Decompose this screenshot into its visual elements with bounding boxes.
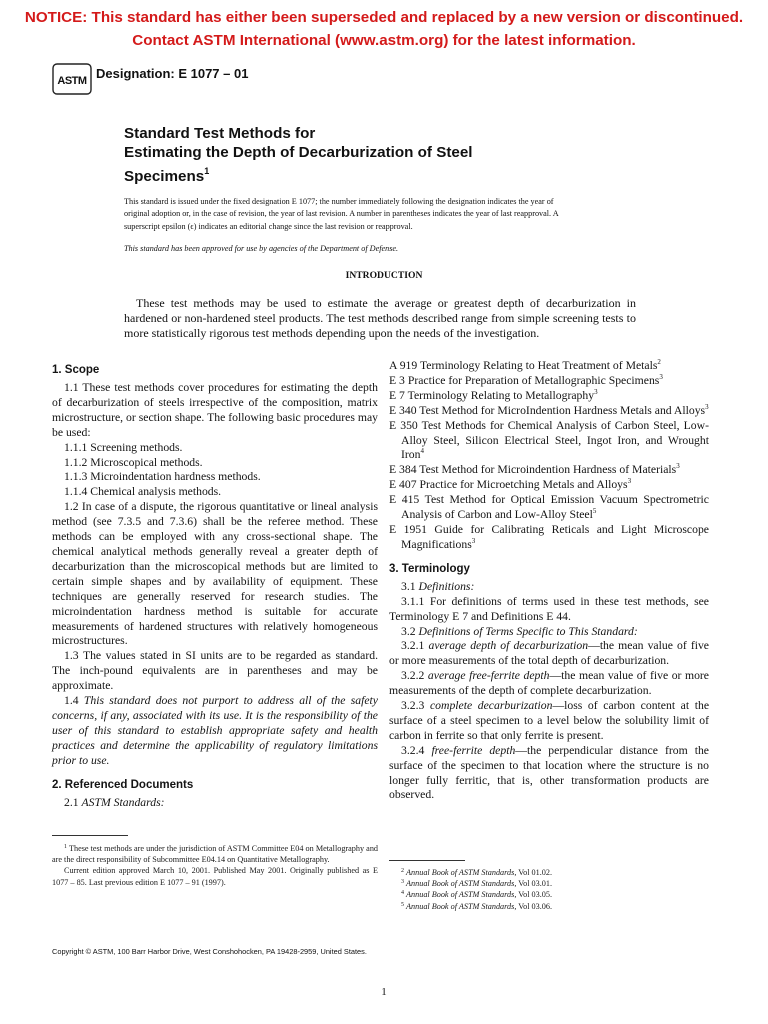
reference-footnote-mark: 5	[592, 507, 597, 516]
scope-heading: 1. Scope	[52, 364, 100, 376]
designation: Designation: E 1077 – 01	[96, 66, 249, 81]
title-footnote-mark: 1	[204, 166, 210, 176]
definition-term: average depth of decarburization	[428, 639, 589, 653]
terminology-3-1-1: 3.1.1 For definitions of terms used in these test methods, see Terminology E 7 and Definitions E 44.	[389, 594, 709, 623]
footnote-item	[401, 889, 701, 900]
issued-note-line-3: superscript epsilon (ϵ) indicates an editorial change since the last revision or reapproval.	[124, 221, 413, 231]
definition	[389, 639, 709, 669]
issued-note-line-2: original adoption or, in the case of revision, the year of last revision. A number in parentheses indicates the year of last reapproval. A	[124, 209, 559, 219]
reference-item	[389, 463, 709, 478]
terminology-3-1-number: 3.1	[401, 579, 416, 593]
reference-text: E 415 Test Method for Optical Emission Vacuum Spectrometric Analysis of Carbon and Low-Alloy Steel	[389, 493, 709, 522]
footnotes-right	[401, 867, 701, 912]
definition-text: —loss of carbon content at the surface of a steel specimen to a level below the solubility limit of carbon in ferrite so that only ferrite is present.	[389, 699, 710, 742]
document-title	[124, 124, 473, 186]
issued-note-line-1: This standard is issued under the fixed designation E 1077; the number immediately following the designation indicates the year of	[124, 197, 554, 206]
notice-line-2: Contact ASTM International (www.astm.org) for the latest information.	[132, 32, 636, 49]
left-column	[52, 359, 378, 810]
definition-number: 3.2.4	[401, 743, 425, 757]
reference-footnote-mark: 3	[705, 402, 709, 411]
terminology-3-2-text: Definitions of Terms Specific to This Standard:	[418, 624, 638, 638]
definition-text: —the perpendicular distance from the surface of the specimen to that location where the structure is no longer fully ferritic, that is, other transformation products are observed.	[389, 743, 709, 802]
referenced-heading: 2. Referenced Documents	[52, 778, 194, 791]
reference-footnote-mark: 3	[676, 462, 680, 471]
footnote-item	[401, 867, 701, 878]
copyright: Copyright © ASTM, 100 Barr Harbor Drive, West Conshohocken, PA 19428-2959, United States.	[52, 947, 367, 956]
definition	[389, 699, 709, 744]
footnote-mark: 5	[401, 901, 404, 908]
approved-note: This standard has been approved for use by agencies of the Department of Defense.	[124, 244, 399, 253]
footnote-volume: , Vol 03.01.	[514, 879, 552, 889]
footnote-mark: 2	[401, 868, 404, 874]
reference-footnote-mark: 3	[471, 536, 476, 545]
reference-footnote-mark: 4	[420, 447, 424, 456]
footnote-mark: 4	[401, 890, 404, 897]
definition-number: 3.2.3	[401, 699, 425, 713]
scope-1-3: 1.3 The values stated in SI units are to be regarded as standard. The inch-pound equivalents are in parentheses and may be approximate.	[52, 649, 378, 693]
scope-1-1: 1.1 These test methods cover procedures for estimating the depth of decarburization of steels irrespective of the composition, matrix microstructure, or section shape. The following basic procedures may be used:	[52, 381, 378, 439]
notice-line-1: NOTICE: This standard has either been superseded and replaced by a new version or discontinued.	[24, 9, 744, 26]
definition-term: average free-ferrite depth	[427, 669, 550, 683]
reference-text: E 3 Practice for Preparation of Metallographic Specimens	[389, 373, 660, 387]
definition-text: —the mean value of five or more measurements of the total depth of decarburization.	[389, 639, 709, 668]
definition-term: complete decarburization	[429, 699, 553, 713]
referenced-2-1-number: 2.1	[64, 795, 79, 809]
reference-footnote-mark: 3	[659, 372, 663, 381]
reference-text: E 407 Practice for Microetching Metals and Alloys	[389, 478, 628, 492]
reference-footnote-mark: 3	[594, 387, 598, 396]
footnote-item	[401, 878, 701, 889]
footnote-volume: , Vol 03.05.	[514, 890, 552, 900]
definition-term: free-ferrite depth	[431, 743, 516, 757]
footnote-1-edition: Current edition approved March 10, 2001. Published May 2001. Originally published as E 1077 – 85. Last previous edition E 1077 – 91 (1997).	[52, 866, 378, 887]
reference-text: A 919 Terminology Relating to Heat Treatment of Metals	[389, 359, 658, 372]
footnote-volume: , Vol 03.06.	[514, 901, 552, 911]
definition-number: 3.2.1	[401, 639, 425, 653]
reference-text: E 340 Test Method for MicroIndention Hardness Metals and Alloys	[389, 403, 706, 417]
reference-item	[389, 389, 709, 404]
footnote-separator-right	[389, 860, 465, 861]
terminology-3-2-number: 3.2	[401, 624, 416, 638]
reference-text: E 7 Terminology Relating to Metallography	[389, 388, 595, 402]
title-line-3-text: Specimens	[124, 168, 205, 185]
reference-footnote-mark: 2	[657, 358, 661, 366]
scope-1-4-number: 1.4	[64, 694, 79, 708]
footnote-mark: 3	[401, 879, 404, 886]
footnote-1-mark: 1	[64, 844, 67, 850]
footnote-source: Annual Book of ASTM Standards	[406, 901, 515, 911]
astm-logo	[52, 62, 92, 96]
title-line-3	[124, 162, 473, 186]
footnote-item	[401, 901, 701, 912]
scope-1-4	[52, 694, 378, 769]
footnote-source: Annual Book of ASTM Standards	[406, 890, 515, 900]
terminology-3-2	[389, 625, 709, 640]
terminology-3-1	[389, 580, 709, 595]
footnotes-left	[52, 843, 378, 888]
referenced-2-1-text: ASTM Standards:	[81, 795, 165, 809]
scope-1-4-text: This standard does not purport to address all of the safety concerns, if any, associated with its use. It is the responsibility of the user of this standard to establish appropriate safety and health practices and determine the applicability of regulatory limitations prior to use.	[52, 694, 378, 767]
footnote-1-text: These test methods are under the jurisdiction of ASTM Committee E04 on Metallography and are the direct responsibility of Subcommittee E04.14 on Quantitative Metallography.	[52, 844, 379, 865]
reference-item	[389, 374, 709, 389]
scope-item: 1.1.4 Chemical analysis methods.	[64, 485, 222, 499]
footnote-separator-left	[52, 835, 128, 836]
definition	[389, 669, 709, 699]
reference-item	[389, 523, 709, 553]
footnote-source: Annual Book of ASTM Standards	[406, 868, 515, 877]
title-line-1: Standard Test Methods for	[124, 125, 316, 142]
definition	[389, 744, 709, 804]
reference-item	[389, 419, 709, 464]
scope-item: 1.1.2 Microscopical methods.	[64, 455, 203, 469]
terminology-heading: 3. Terminology	[389, 562, 470, 575]
reference-item	[389, 359, 709, 374]
right-column	[389, 359, 709, 803]
reference-item	[389, 404, 709, 419]
svg-text:ASTM: ASTM	[57, 75, 87, 87]
reference-item	[389, 493, 709, 523]
scope-1-2: 1.2 In case of a dispute, the rigorous quantitative or lineal analysis method (see 7.3.5 and 7.3.6) shall be the referee method. These methods can be employed with any cross-sectional shape. The chemical analytical methods generally reveal a greater depth of decarburization than the microscopical methods but are limited to certain simple shapes and by availability of equipment. These techniques are generally reserved for research studies. The microindentation hardness method is suitable for accurate measurements of hardened structures with relatively homogeneous microstructures.	[52, 500, 378, 648]
reference-text: E 350 Test Methods for Chemical Analysis of Carbon Steel, Low-Alloy Steel, Silicon Electrical Steel, Ingot Iron, and Wrought Iron	[389, 418, 709, 462]
footnote-source: Annual Book of ASTM Standards	[406, 879, 515, 889]
scope-item: 1.1.3 Microindentation hardness methods.	[64, 470, 261, 484]
title-line-2: Estimating the Depth of Decarburization of Steel	[124, 144, 473, 161]
definition-text: —the mean value of five or more measurements of the depth of complete decarburization.	[389, 669, 709, 698]
reference-text: E 384 Test Method for Microindention Hardness of Materials	[389, 463, 677, 477]
definition-number: 3.2.2	[401, 669, 425, 683]
page-number: 1	[381, 986, 387, 998]
scope-item: 1.1.1 Screening methods.	[64, 440, 183, 454]
introduction-heading: INTRODUCTION	[345, 270, 423, 281]
terminology-3-1-text: Definitions:	[418, 579, 475, 593]
reference-text: E 1951 Guide for Calibrating Reticals and Light Microscope Magnifications	[389, 522, 709, 551]
issued-note	[124, 196, 644, 233]
reference-footnote-mark: 3	[627, 477, 632, 486]
referenced-2-1	[52, 796, 378, 811]
footnote-volume: , Vol 01.02.	[514, 868, 552, 877]
introduction-text: These test methods may be used to estimate the average or greatest depth of decarburization in hardened or non-hardened steel products. The test methods described range from simple screening tests to more statistically rigorous test methods depending upon the needs of the investigation.	[124, 296, 636, 340]
reference-item	[389, 478, 709, 493]
footnote-1	[52, 843, 378, 865]
